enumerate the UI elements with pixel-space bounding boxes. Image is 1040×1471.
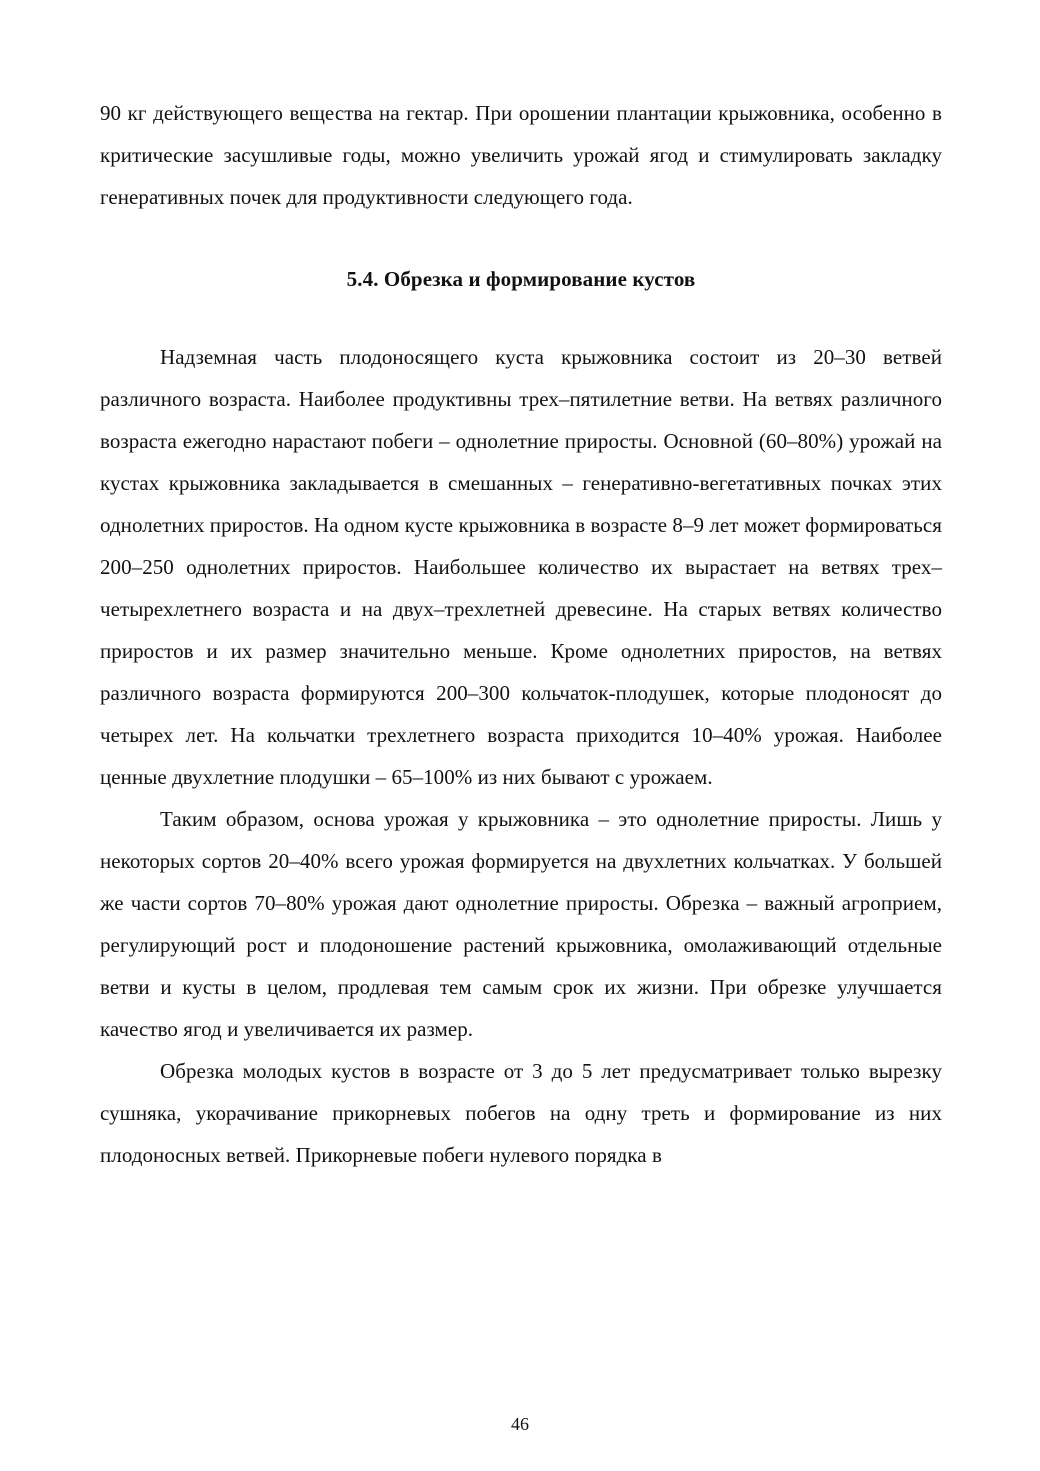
section-heading: 5.4. Обрезка и формирование кустов [346,267,696,291]
document-page [100,92,942,1176]
body-paragraph-3: Обрезка молодых кустов в возрасте от 3 до 5 лет предусматривает только вырезку сушняка, укорачивание прикорневых побегов на одну треть и формирование из них плодоносных ветвей. Прикорневые побеги нулевого порядка в [100,1059,942,1167]
body-paragraph-1: Надземная часть плодоносящего куста крыжовника состоит из 20–30 ветвей различного возраста. Наиболее продуктивны трех–пятилетние ветви. На ветвях различного возраста ежегодно нарастают побеги – однолетние приросты. Основной (60–80%) урожай на кустах крыжовника закладывается в смешанных – генеративно-вегетативных почках этих однолетних приростов. На одном кусте крыжовника в возрасте 8–9 лет может формироваться 200–250 однолетних приростов. Наибольшее количество их вырастает на ветвях трех–четырехлетнего возраста и на двух–трехлетней древесине. На старых ветвях количество приростов и их размер значительно меньше. Кроме однолетних приростов, на ветвях различного возраста формируются 200–300 кольчаток-плодушек, которые плодоносят до четырех лет. На кольчатки трехлетнего возраста приходится 10–40% урожая. Наиболее ценные двухлетние плодушки – 65–100% из них бывают с урожаем. [100,345,942,789]
section-body [100,336,942,1176]
body-paragraph-2: Таким образом, основа урожая у крыжовника – это однолетние приросты. Лишь у некоторых сортов 20–40% всего урожая формируется на двухлетних кольчатках. У большей же части сортов 70–80% урожая дают однолетние приросты. Обрезка – важный агроприем, регулирующий рост и плодоношение растений крыжовника, омолаживающий отдельные ветви и кусты в целом, продлевая тем самым срок их жизни. При обрезке улучшается качество ягод и увеличивается их размер. [100,807,942,1041]
page-number: 46 [511,1414,529,1434]
intro-paragraph: 90 кг действующего вещества на гектар. При орошении плантации крыжовника, особенно в критические засушливые годы, можно увеличить урожай ягод и стимулировать закладку генеративных почек для продуктивности следующего года. [100,101,942,209]
